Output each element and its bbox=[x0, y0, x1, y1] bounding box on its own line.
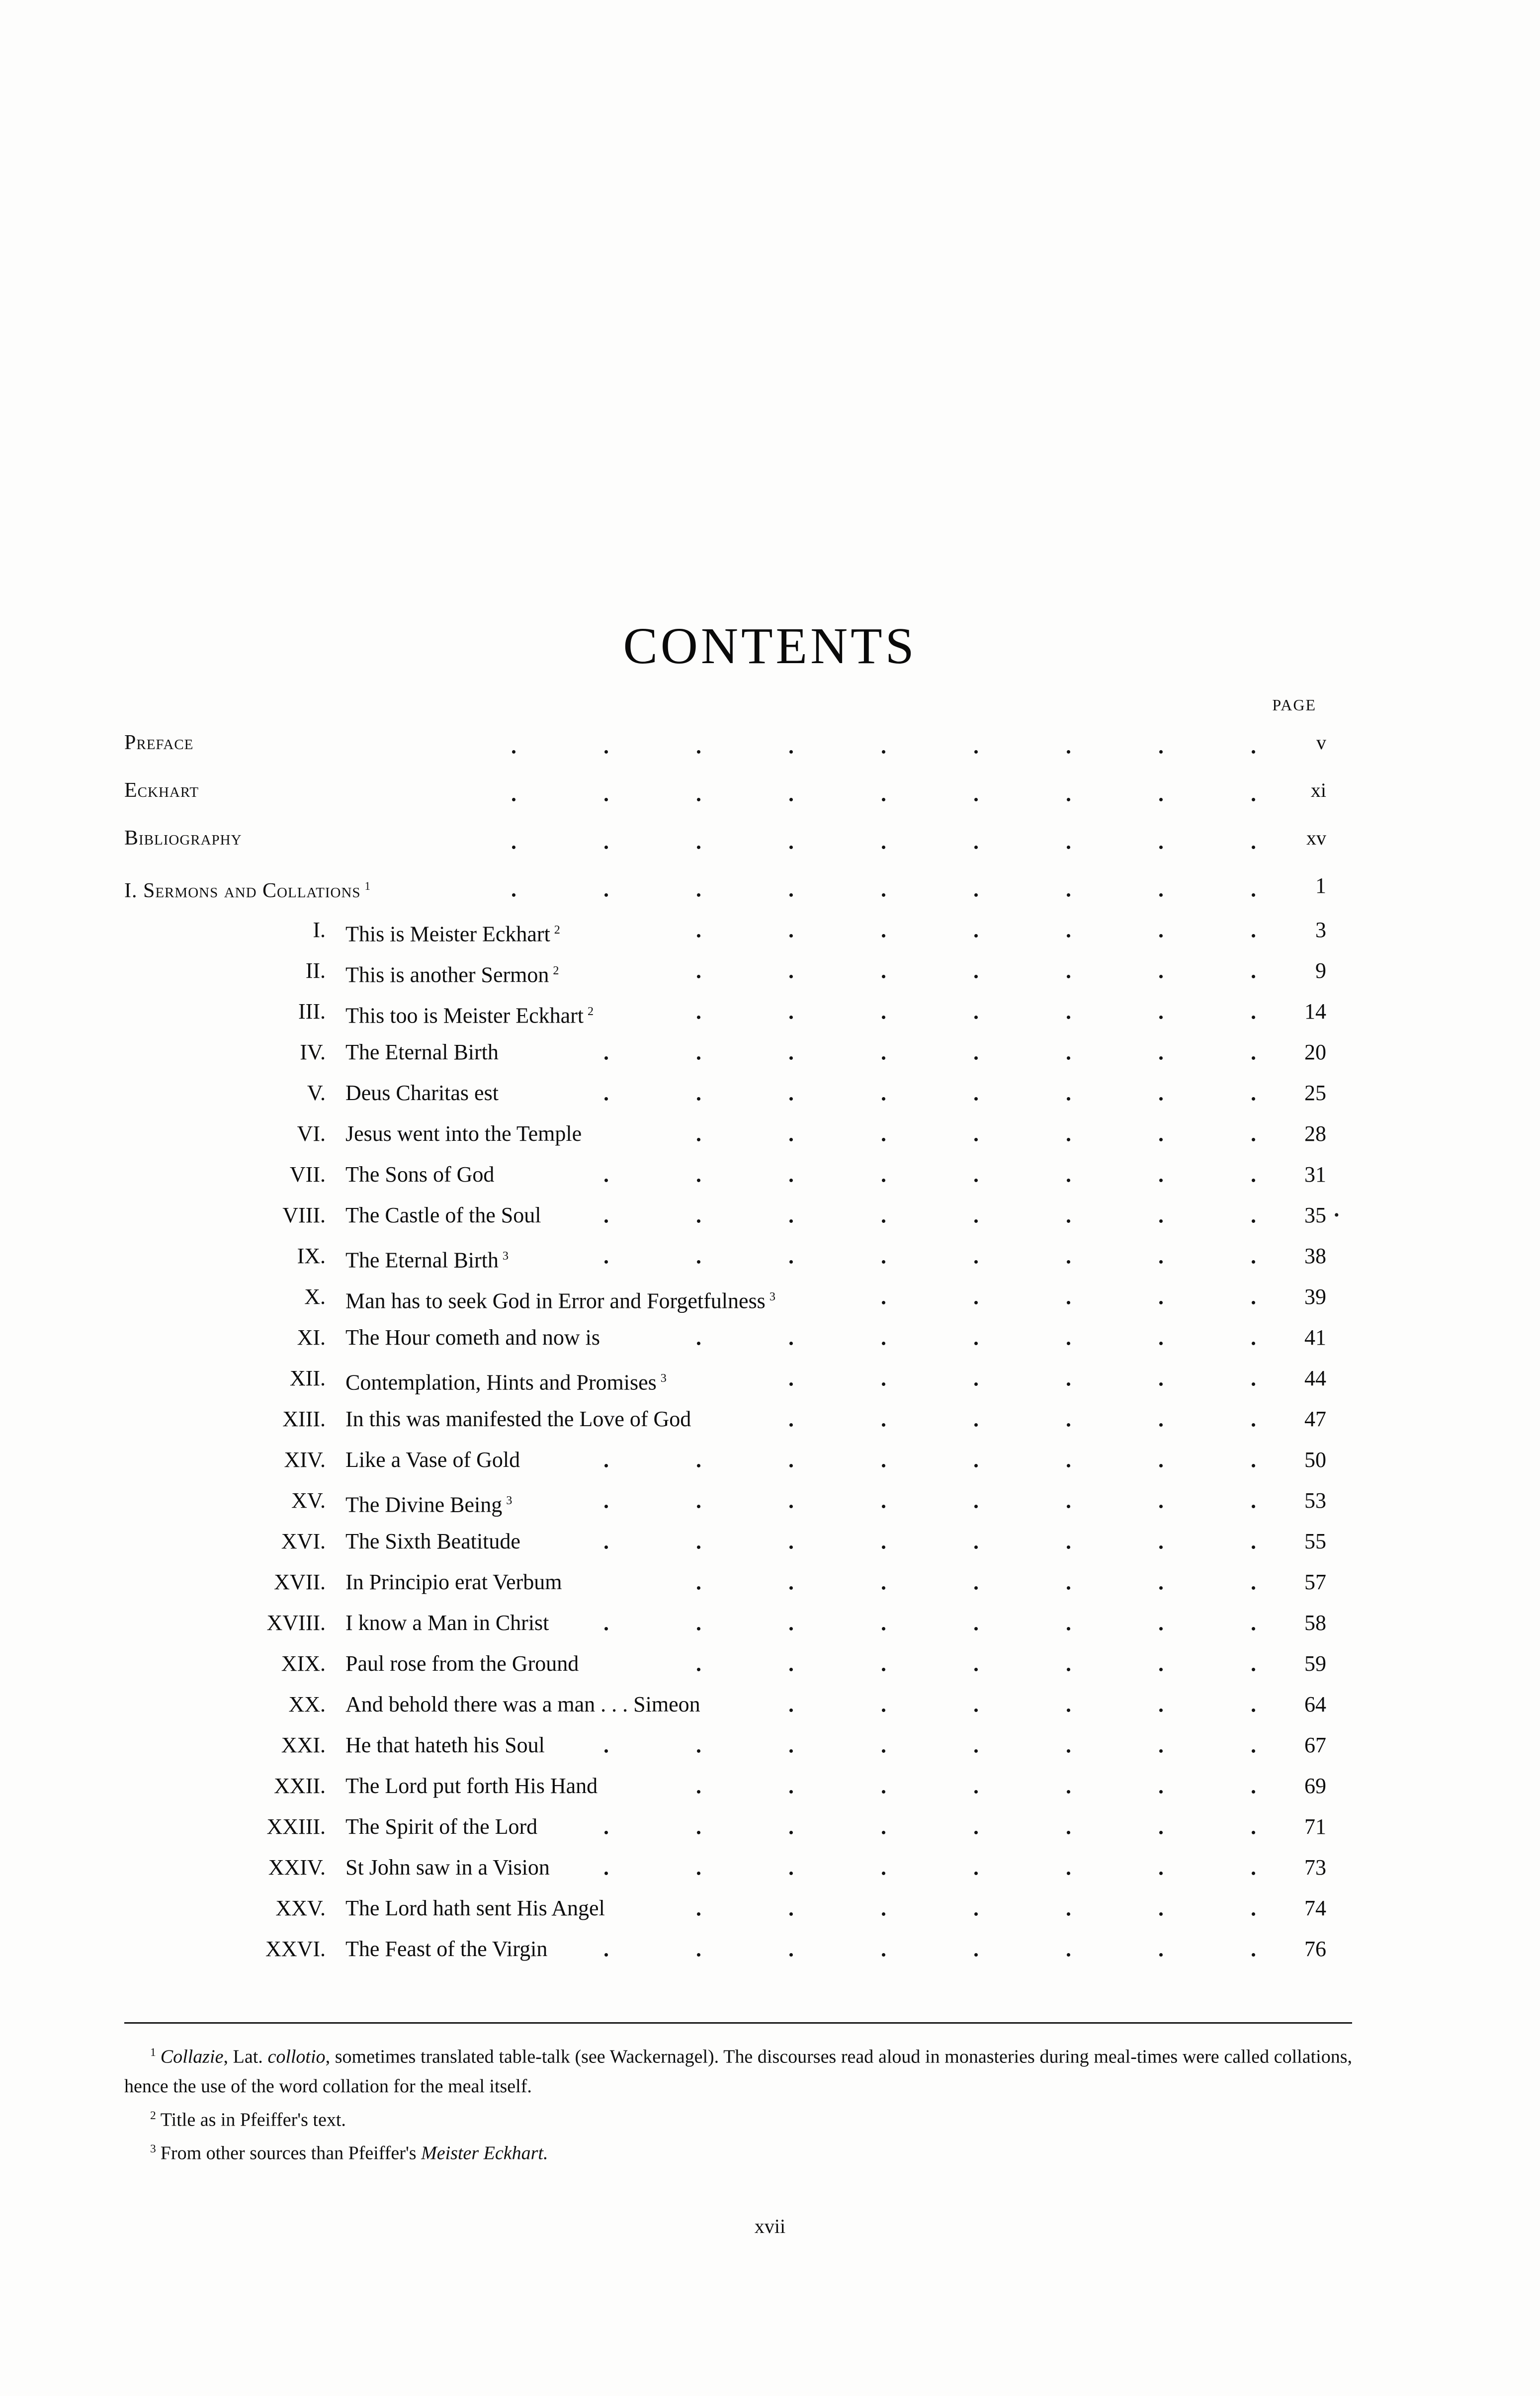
toc-entry-row[interactable] bbox=[124, 1806, 1352, 1847]
entry-numeral: XX. bbox=[288, 1692, 326, 1716]
entry-numeral: XXV. bbox=[275, 1896, 326, 1920]
footnote-text: , sometimes translated table-talk (see Wackernagel). The discourses read aloud in monasteries during meal-times were called collations, hence the use of the word collation for the meal itself. bbox=[124, 2046, 1352, 2097]
page-number: 41 bbox=[1304, 1325, 1326, 1350]
entry-title: This is Meister Eckhart $^2$ bbox=[345, 922, 560, 946]
entry-title: The Sixth Beatitude bbox=[345, 1529, 520, 1553]
toc-entry-row[interactable] bbox=[124, 1929, 1352, 1969]
page-number: 55 bbox=[1304, 1529, 1326, 1553]
front-matter-list bbox=[124, 719, 1352, 862]
page-number: 59 bbox=[1304, 1651, 1326, 1676]
page-number: 38 bbox=[1304, 1244, 1326, 1268]
toc-entry-row[interactable] bbox=[124, 991, 1352, 1032]
entry-title: In this was manifested the Love of God bbox=[345, 1407, 691, 1431]
toc-entry-row[interactable] bbox=[124, 1603, 1352, 1643]
front-matter-row[interactable] bbox=[124, 719, 1352, 767]
toc-entry-row[interactable] bbox=[124, 1277, 1352, 1317]
toc-entry-row[interactable] bbox=[124, 1195, 1352, 1236]
footnote-italic-term: Meister Eckhart. bbox=[421, 2142, 548, 2164]
toc-entry-row[interactable] bbox=[124, 1358, 1352, 1399]
footnote-number: 3 bbox=[150, 2142, 156, 2156]
entry-numeral: XI. bbox=[297, 1325, 326, 1350]
entry-title: Deus Charitas est bbox=[345, 1081, 499, 1105]
footnote bbox=[124, 2135, 1352, 2168]
page-number: 53 bbox=[1304, 1488, 1326, 1513]
entry-numeral: XXIII. bbox=[266, 1814, 326, 1839]
page-number: 25 bbox=[1304, 1081, 1326, 1105]
page-number: 31 bbox=[1304, 1162, 1326, 1187]
leader-dots bbox=[124, 719, 1352, 767]
entry-title: The Hour cometh and now is bbox=[345, 1325, 600, 1350]
entry-numeral: III. bbox=[298, 999, 326, 1024]
section-heading: I. Sermons and Collations $^1$ bbox=[124, 879, 371, 902]
footnote-italic-term: collotio bbox=[267, 2046, 326, 2067]
toc-entry-row[interactable] bbox=[124, 1440, 1352, 1480]
footnote-marker[interactable]: 1 bbox=[364, 879, 371, 892]
entry-numeral: XVI. bbox=[281, 1529, 326, 1553]
page-title: CONTENTS bbox=[623, 617, 917, 675]
entry-numeral: XXVI. bbox=[265, 1937, 326, 1961]
leader-dots bbox=[124, 814, 1352, 862]
entry-title: The Feast of the Virgin bbox=[345, 1937, 548, 1961]
footnote bbox=[124, 2101, 1352, 2135]
entry-title: Like a Vase of Gold bbox=[345, 1448, 520, 1472]
footnote-text: Title as in Pfeiffer's text. bbox=[160, 2109, 346, 2131]
page-number: 58 bbox=[1304, 1611, 1326, 1635]
page-number: 74 bbox=[1304, 1896, 1326, 1920]
entry-numeral: I. bbox=[313, 918, 326, 942]
entry-numeral: X. bbox=[304, 1284, 326, 1309]
footnote-marker[interactable]: 3 bbox=[769, 1290, 775, 1303]
front-matter-row[interactable] bbox=[124, 767, 1352, 814]
footnote-number: 1 bbox=[150, 2046, 156, 2059]
footnote bbox=[124, 2038, 1352, 2101]
entry-title: The Eternal Birth $^3$ bbox=[345, 1248, 509, 1273]
toc-entry-row[interactable] bbox=[124, 1725, 1352, 1766]
footnote-marker[interactable]: 2 bbox=[588, 1005, 594, 1018]
page-number: 28 bbox=[1304, 1121, 1326, 1146]
sermon-entry-list bbox=[124, 910, 1352, 1969]
section-row[interactable] bbox=[124, 862, 1352, 910]
toc-entry-row[interactable] bbox=[124, 1684, 1352, 1725]
toc-entry-row[interactable] bbox=[124, 1154, 1352, 1195]
footnote-marker[interactable]: 3 bbox=[660, 1371, 667, 1385]
entry-title: The Lord hath sent His Angel bbox=[345, 1896, 605, 1920]
entry-title: He that hateth his Soul bbox=[345, 1733, 545, 1757]
front-matter-label: Bibliography bbox=[124, 827, 242, 850]
footnote-text: From other sources than Pfeiffer's bbox=[160, 2142, 422, 2164]
entry-title: The Sons of God bbox=[345, 1162, 495, 1187]
entry-title: St John saw in a Vision bbox=[345, 1855, 550, 1880]
toc-entry-row[interactable] bbox=[124, 1888, 1352, 1929]
entry-title: The Spirit of the Lord bbox=[345, 1814, 538, 1839]
page-number: 76 bbox=[1304, 1937, 1326, 1961]
entry-title: In Principio erat Verbum bbox=[345, 1570, 562, 1594]
page-number: 9 bbox=[1315, 958, 1326, 983]
page-number: 47 bbox=[1304, 1407, 1326, 1431]
entry-title: Contemplation, Hints and Promises $^3$ bbox=[345, 1370, 667, 1395]
entry-numeral: XXII. bbox=[274, 1774, 326, 1798]
page-number: 14 bbox=[1304, 999, 1326, 1024]
page-number: 57 bbox=[1304, 1570, 1326, 1594]
footnote-marker[interactable]: 2 bbox=[554, 923, 560, 937]
page-number: 69 bbox=[1304, 1774, 1326, 1798]
page-number: xi bbox=[1310, 779, 1326, 801]
toc-entry-row[interactable] bbox=[124, 1562, 1352, 1603]
entry-numeral: V. bbox=[307, 1081, 326, 1105]
footnote-marker[interactable]: 3 bbox=[506, 1494, 513, 1507]
entry-numeral: XXI. bbox=[281, 1733, 326, 1757]
table-of-contents bbox=[124, 696, 1352, 1969]
page-number: 67 bbox=[1304, 1733, 1326, 1757]
entry-title: The Lord put forth His Hand bbox=[345, 1774, 598, 1798]
front-matter-label: Eckhart bbox=[124, 779, 199, 802]
page-number: 71 bbox=[1304, 1814, 1326, 1839]
page-column-label: PAGE bbox=[1272, 696, 1316, 714]
toc-entry-row[interactable] bbox=[124, 1317, 1352, 1358]
footnote-number: 2 bbox=[150, 2109, 156, 2122]
toc-entry-row[interactable] bbox=[124, 1073, 1352, 1113]
toc-entry-row[interactable] bbox=[124, 950, 1352, 991]
page-column-header bbox=[124, 696, 1352, 719]
toc-entry-row[interactable] bbox=[124, 1643, 1352, 1684]
leader-dots bbox=[124, 767, 1352, 814]
entry-title: The Eternal Birth bbox=[345, 1040, 499, 1064]
entry-numeral: VII. bbox=[289, 1162, 326, 1187]
toc-entry-row[interactable] bbox=[124, 1236, 1352, 1277]
footnote-text: , Lat. bbox=[223, 2046, 268, 2067]
entry-numeral: IX. bbox=[297, 1244, 326, 1268]
page-number: 50 bbox=[1304, 1448, 1326, 1472]
entry-title: Jesus went into the Temple bbox=[345, 1121, 582, 1146]
page-number: 1 bbox=[1315, 873, 1326, 898]
entry-title: This too is Meister Eckhart $^2$ bbox=[345, 1003, 594, 1028]
front-matter-row[interactable] bbox=[124, 814, 1352, 862]
entry-title: This is another Sermon $^2$ bbox=[345, 962, 559, 987]
entry-numeral: XII. bbox=[289, 1366, 326, 1390]
page-number: 35 bbox=[1304, 1203, 1326, 1227]
toc-entry-row[interactable] bbox=[124, 1480, 1352, 1521]
entry-numeral: XVII. bbox=[274, 1570, 326, 1594]
page-number: 20 bbox=[1304, 1040, 1326, 1064]
page-number: 73 bbox=[1304, 1855, 1326, 1880]
footnote-italic-term: Collazie bbox=[160, 2046, 224, 2067]
footnote-block bbox=[124, 2038, 1352, 2168]
page-number: v bbox=[1316, 731, 1326, 754]
entry-numeral: VI. bbox=[297, 1121, 326, 1146]
entry-numeral: XIV. bbox=[284, 1448, 326, 1472]
entry-title: The Divine Being $^3$ bbox=[345, 1492, 513, 1517]
entry-title: The Castle of the Soul bbox=[345, 1203, 541, 1227]
ink-artifact-mark: • bbox=[1334, 1207, 1339, 1223]
entry-title: I know a Man in Christ bbox=[345, 1611, 549, 1635]
toc-entry-row[interactable] bbox=[124, 1399, 1352, 1440]
page-number: xv bbox=[1306, 827, 1326, 849]
entry-numeral: XVIII. bbox=[266, 1611, 326, 1635]
entry-numeral: XXIV. bbox=[268, 1855, 326, 1880]
front-matter-label: Preface bbox=[124, 731, 194, 754]
footnote-marker[interactable]: 2 bbox=[553, 964, 559, 977]
toc-entry-row[interactable] bbox=[124, 1521, 1352, 1562]
footnote-separator-rule bbox=[124, 2022, 1352, 2024]
toc-entry-row[interactable] bbox=[124, 910, 1352, 950]
entry-numeral: IV. bbox=[300, 1040, 326, 1064]
toc-entry-row[interactable] bbox=[124, 1032, 1352, 1073]
entry-numeral: VIII. bbox=[282, 1203, 326, 1227]
page-number: 3 bbox=[1315, 918, 1326, 942]
toc-entry-row[interactable] bbox=[124, 1113, 1352, 1154]
footnote-marker[interactable]: 3 bbox=[502, 1249, 509, 1263]
entry-numeral: II. bbox=[305, 958, 326, 983]
page-number: 44 bbox=[1304, 1366, 1326, 1390]
entry-title: And behold there was a man . . . Simeon bbox=[345, 1692, 700, 1716]
entry-numeral: XV. bbox=[291, 1488, 326, 1513]
page-number: 39 bbox=[1304, 1284, 1326, 1309]
entry-numeral: XIX. bbox=[281, 1651, 326, 1676]
entry-numeral: XIII. bbox=[282, 1407, 326, 1431]
entry-title: Paul rose from the Ground bbox=[345, 1651, 579, 1676]
toc-entry-row[interactable] bbox=[124, 1766, 1352, 1806]
page-number: 64 bbox=[1304, 1692, 1326, 1716]
entry-title: Man has to seek God in Error and Forgetfulness $^3$ bbox=[345, 1288, 775, 1313]
folio-page-number: xvii bbox=[754, 2215, 786, 2237]
toc-entry-row[interactable] bbox=[124, 1847, 1352, 1888]
section-heading-row bbox=[124, 862, 1352, 910]
